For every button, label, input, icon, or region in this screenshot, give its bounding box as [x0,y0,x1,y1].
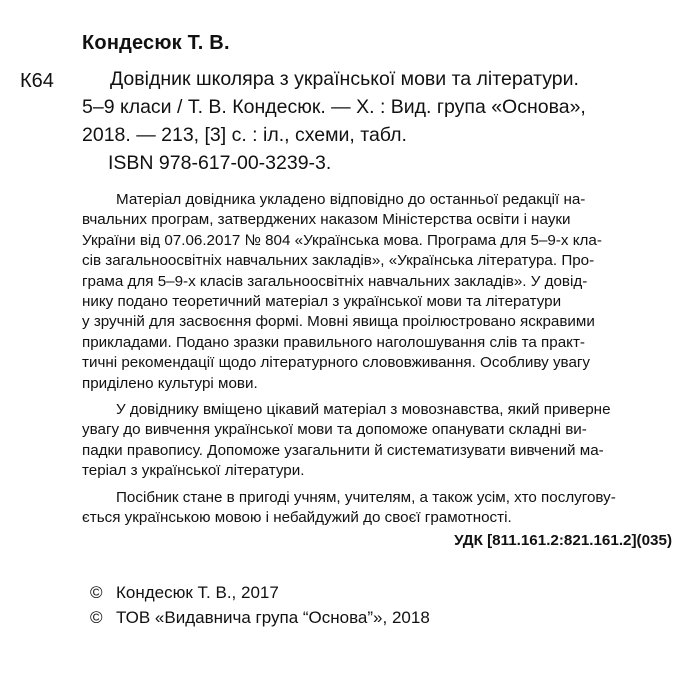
biblio-line: 2018. — 213, [3] с. : іл., схеми, табл. [82,124,407,146]
annotation-line: нику подано теоретичний матеріал з української мови та літератури [82,293,562,311]
copyright-line-publisher [90,605,430,630]
copyright-line-author [90,580,430,605]
biblio-line: 5–9 класи / Т. В. Кондесюк. — Х. : Вид. група «Основа», [82,96,586,118]
annotation-line: увагу до вивчення української мови та допоможе опанувати складні ви- [82,421,587,439]
copyright-holder: ТОВ «Видавнича група “Основа”», 2018 [116,608,430,627]
annotation-line: тичні рекомендації щодо літературного слововживання. Особливу увагу [82,354,591,372]
annotation-line: теріал з української літератури. [82,462,305,480]
annotation-line: ється українською мовою і небайдужий до своєї грамотності. [82,509,512,527]
copyright-icon: © [90,608,103,627]
annotation-line: падки правопису. Допоможе узагальнити й систематизувати вивчений ма- [82,441,604,459]
annotation-line: Посібник стане в пригоді учням, учителям, а також усім, хто послугову- [116,488,616,506]
annotation-line: прикладами. Подано зразки правильного наголошування слів та практ- [82,333,585,351]
annotation-line: сів загальноосвітніх навчальних закладів», «Українська література. Про- [82,252,595,270]
annotation-line: Матеріал довідника укладено відповідно до останньої редакції на- [116,191,586,208]
isbn: ISBN 978-617-00-3239-3. [108,152,332,174]
udk-code: УДК [811.161.2:821.161.2](035) [454,531,672,549]
annotation-line: України від 07.06.2017 № 804 «Українська мова. Програма для 5–9-х кла- [82,231,602,249]
annotation-line: У довіднику вміщено цікавий матеріал з мовознавства, який приверне [116,401,611,419]
annotation-line: вчальних програм, затверджених наказом Міністерства освіти і науки [82,211,571,229]
author-name: Кондесюк Т. В. [82,32,230,54]
annotation-line: у зручній для засвоєння формі. Мовні явища проілюстровано яскравими [82,313,595,331]
copyright-icon: © [90,583,103,602]
biblio-line: Довідник школяра з української мови та літератури. [110,68,579,90]
bibliographic-description [82,65,682,149]
annotation-line: приділено культурі мови. [82,374,258,392]
annotation [82,190,672,551]
annotation-line: грама для 5–9-х класів загальноосвітніх навчальних закладів». У довід- [82,272,588,290]
copyright-block [90,580,430,630]
classification-code: К64 [20,70,54,92]
copyright-holder: Кондесюк Т. В., 2017 [116,583,279,602]
